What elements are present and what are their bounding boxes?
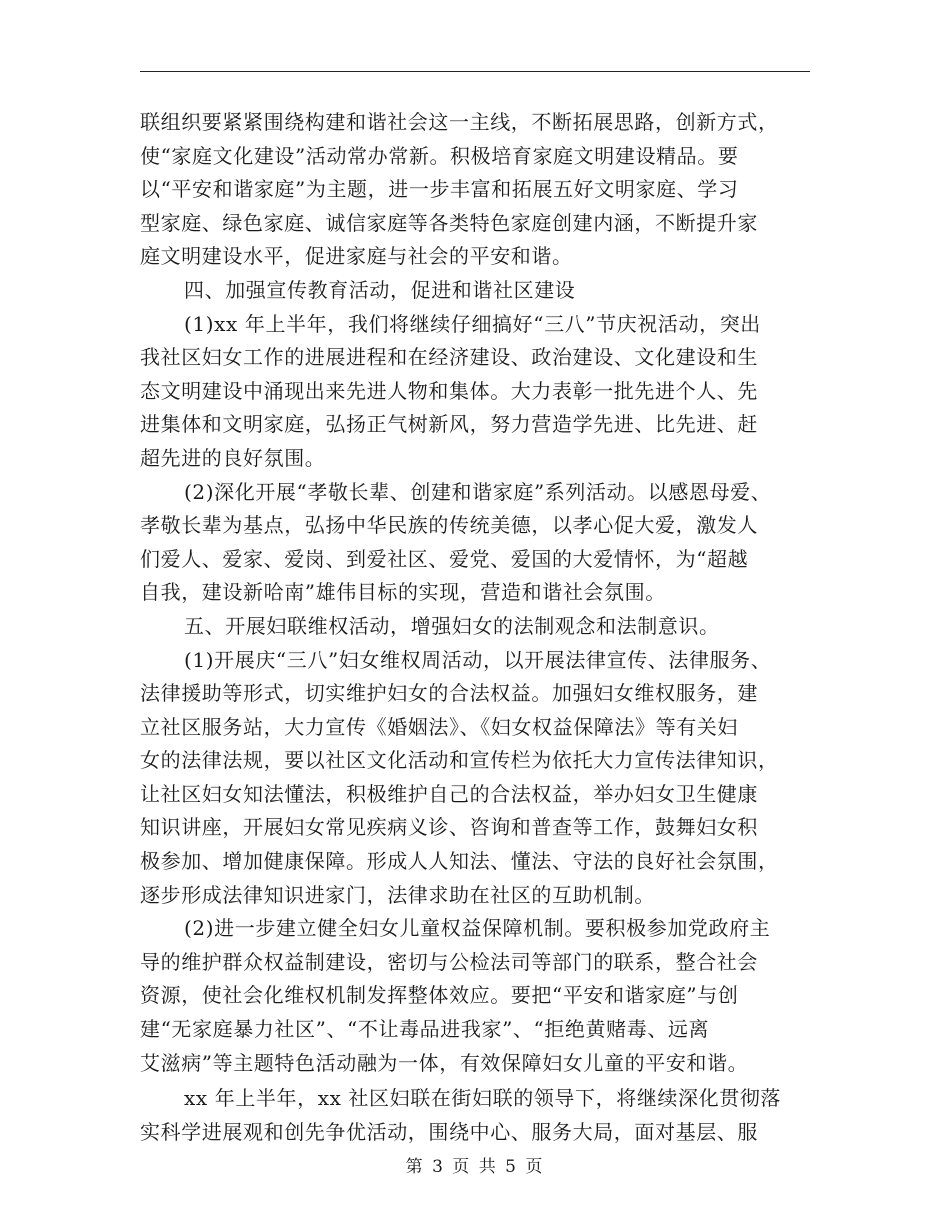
text-line: xx 年上半年，xx 社区妇联在街妇联的领导下，将继续深化贯彻落	[184, 1086, 782, 1111]
text-line: 资源，使社会化维权机制发挥整体效应。要把“平安和谐家庭”与创	[140, 983, 739, 1008]
text-line: (2)深化开展“孝敬长辈、创建和谐家庭”系列活动。以感恩母爱、	[184, 479, 772, 504]
text-line: 型家庭、绿色家庭、诚信家庭等各类特色家庭创建内涵，不断提升家	[140, 210, 758, 235]
text-line: 女的法律法规，要以社区文化活动和宣传栏为依托大力宣传法律知识，	[140, 748, 779, 773]
page-footer: 第 3 页 共 5 页	[405, 1157, 545, 1177]
section-heading: 五、开展妇联维权活动，增强妇女的法制观念和法制意识。	[184, 613, 720, 638]
text-line: 庭文明建设水平，促进家庭与社会的平安和谐。	[140, 244, 573, 269]
text-line: 极参加、增加健康保障。形成人人知法、懂法、守法的良好社会氛围，	[140, 849, 779, 874]
text-line: 进集体和文明家庭，弘扬正气树新风，努力营造学先进、比先进、赶	[140, 412, 758, 437]
text-line: 以“平安和谐家庭”为主题，进一步丰富和拓展五好文明家庭、学习	[140, 177, 739, 202]
section-heading: 四、加强宣传教育活动，促进和谐社区建设	[184, 277, 576, 302]
text-line: 使“家庭文化建设”活动常办常新。积极培育家庭文明建设精品。要	[140, 143, 739, 168]
text-line: 艾滋病”等主题特色活动融为一体，有效保障妇女儿童的平安和谐。	[140, 1050, 749, 1075]
header-rule	[140, 71, 810, 72]
text-line: 导的维护群众权益制建设，密切与公检法司等部门的联系，整合社会	[140, 949, 758, 974]
text-line: 逐步形成法律知识进家门，法律求助在社区的互助机制。	[140, 882, 655, 907]
text-line: 超先进的良好氛围。	[140, 445, 326, 470]
text-line: (1)xx 年上半年，我们将继续仔细搞好“三八”节庆祝活动，突出	[184, 311, 761, 336]
text-line: (2)进一步建立健全妇女儿童权益保障机制。要积极参加党政府主	[184, 916, 771, 941]
text-line: 让社区妇女知法懂法，积极维护自己的合法权益，举办妇女卫生健康	[140, 781, 758, 806]
text-line: 联组织要紧紧围绕构建和谐社会这一主线，不断拓展思路，创新方式，	[140, 110, 779, 134]
text-line: 知识讲座，开展妇女常见疾病义诊、咨询和普查等工作，鼓舞妇女积	[140, 815, 758, 840]
text-line: 实科学进展观和创先争优活动，围绕中心、服务大局，面对基层、服	[140, 1119, 758, 1144]
text-line: 态文明建设中涌现出来先进人物和集体。大力表彰一批先进个人、先	[140, 378, 758, 403]
text-line: 孝敬长辈为基点，弘扬中华民族的传统美德，以孝心促大爱，激发人	[140, 513, 758, 538]
text-line: 自我，建设新哈南”雄伟目标的实现，营造和谐社会氛围。	[140, 580, 666, 605]
document-body	[140, 106, 840, 1149]
text-line: 我社区妇女工作的进展进程和在经济建设、政治建设、文化建设和生	[140, 345, 758, 370]
text-line: 建“无家庭暴力社区”、“不让毒品进我家”、“拒绝黄赌毒、远离	[140, 1017, 710, 1042]
text-line: 立社区服务站，大力宣传《婚姻法》、《妇女权益保障法》等有关妇	[140, 714, 738, 739]
text-line: (1)开展庆“三八”妇女维权周活动，以开展法律宣传、法律服务、	[184, 647, 772, 672]
text-line: 法律援助等形式，切实维护妇女的合法权益。加强妇女维权服务，建	[140, 681, 758, 706]
text-line: 们爱人、爱家、爱岗、到爱社区、爱党、爱国的大爱情怀，为“超越	[140, 546, 749, 571]
